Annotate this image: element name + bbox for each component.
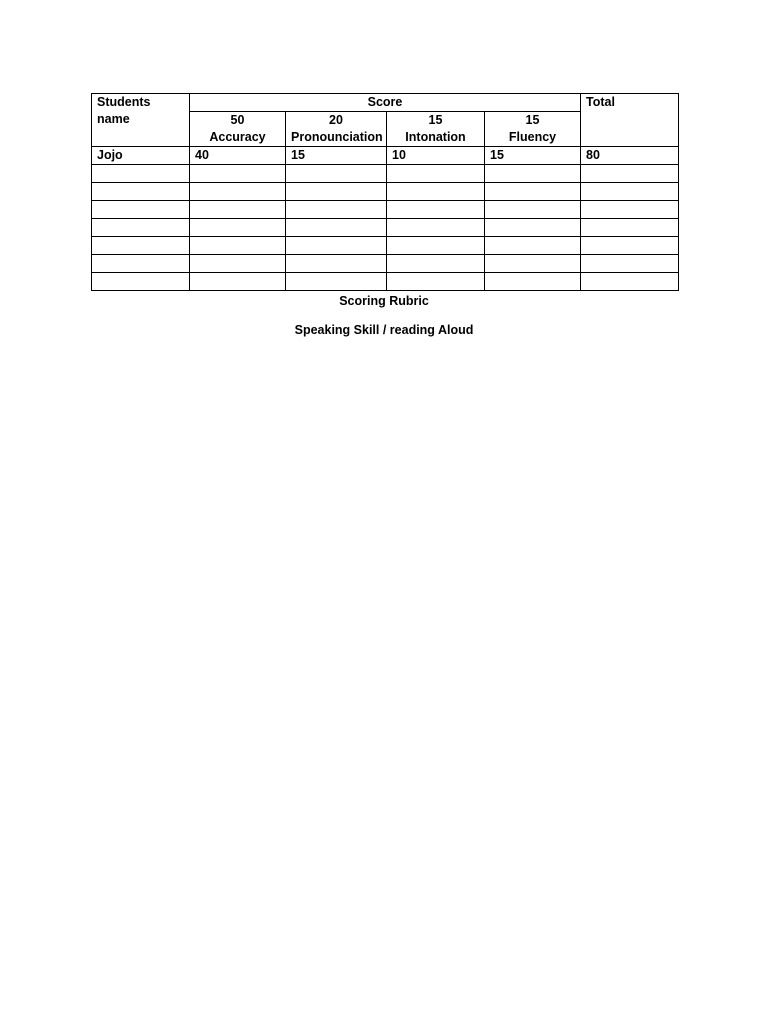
table-row — [92, 147, 679, 165]
student-name-cell — [92, 273, 190, 291]
student-name-cell — [92, 183, 190, 201]
fluency-cell — [485, 255, 581, 273]
student-name-cell: Jojo — [92, 147, 190, 165]
fluency-cell: 15 — [485, 147, 581, 165]
pronounciation-cell — [286, 255, 387, 273]
table-caption-title: Scoring Rubric — [339, 294, 429, 308]
pronounciation-cell — [286, 201, 387, 219]
table-caption-subtitle: Speaking Skill / reading Aloud — [294, 323, 474, 337]
total-header: Total — [581, 94, 679, 147]
intonation-cell — [387, 201, 485, 219]
accuracy-cell — [190, 255, 286, 273]
fluency-cell — [485, 165, 581, 183]
students-name-header — [92, 94, 190, 147]
criterion-points: 20 — [329, 113, 343, 127]
accuracy-cell — [190, 273, 286, 291]
table-row — [92, 255, 679, 273]
table-row — [92, 201, 679, 219]
table-row — [92, 165, 679, 183]
criterion-pronounciation — [286, 112, 387, 147]
student-name-cell — [92, 237, 190, 255]
criterion-points: 50 — [230, 113, 245, 127]
criterion-label: Accuracy — [209, 130, 266, 144]
accuracy-cell — [190, 237, 286, 255]
intonation-cell — [387, 255, 485, 273]
total-cell — [581, 183, 679, 201]
header-row-top — [92, 94, 679, 112]
total-cell — [581, 273, 679, 291]
criterion-accuracy — [190, 112, 286, 147]
accuracy-cell — [190, 165, 286, 183]
total-cell — [581, 201, 679, 219]
student-name-cell — [92, 219, 190, 237]
criterion-points: 15 — [428, 113, 443, 127]
accuracy-cell — [190, 183, 286, 201]
pronounciation-cell: 15 — [286, 147, 387, 165]
scoring-table — [91, 93, 679, 291]
fluency-cell — [485, 237, 581, 255]
intonation-cell — [387, 165, 485, 183]
fluency-cell — [485, 183, 581, 201]
table-row — [92, 273, 679, 291]
total-cell: 80 — [581, 147, 679, 165]
total-cell — [581, 219, 679, 237]
students-name-header-line1: Students — [97, 95, 151, 109]
fluency-cell — [485, 201, 581, 219]
table-row — [92, 237, 679, 255]
total-cell — [581, 165, 679, 183]
intonation-cell — [387, 219, 485, 237]
student-name-cell — [92, 201, 190, 219]
fluency-cell — [485, 219, 581, 237]
intonation-cell — [387, 183, 485, 201]
intonation-cell — [387, 237, 485, 255]
intonation-cell: 10 — [387, 147, 485, 165]
accuracy-cell: 40 — [190, 147, 286, 165]
table-row — [92, 183, 679, 201]
pronounciation-cell — [286, 183, 387, 201]
criterion-fluency — [485, 112, 581, 147]
pronounciation-cell — [286, 273, 387, 291]
accuracy-cell — [190, 219, 286, 237]
pronounciation-cell — [286, 165, 387, 183]
student-name-cell — [92, 255, 190, 273]
pronounciation-cell — [286, 219, 387, 237]
student-name-cell — [92, 165, 190, 183]
total-cell — [581, 237, 679, 255]
criterion-label: Intonation — [405, 130, 466, 144]
fluency-cell — [485, 273, 581, 291]
criterion-label: Fluency — [508, 130, 557, 144]
total-cell — [581, 255, 679, 273]
criterion-points: 15 — [525, 113, 540, 127]
pronounciation-cell — [286, 237, 387, 255]
intonation-cell — [387, 273, 485, 291]
table-row — [92, 219, 679, 237]
students-name-header-line2: name — [97, 112, 130, 126]
criterion-intonation — [387, 112, 485, 147]
criterion-label: Pronounciation — [291, 130, 383, 144]
score-header: Score — [190, 94, 581, 112]
accuracy-cell — [190, 201, 286, 219]
